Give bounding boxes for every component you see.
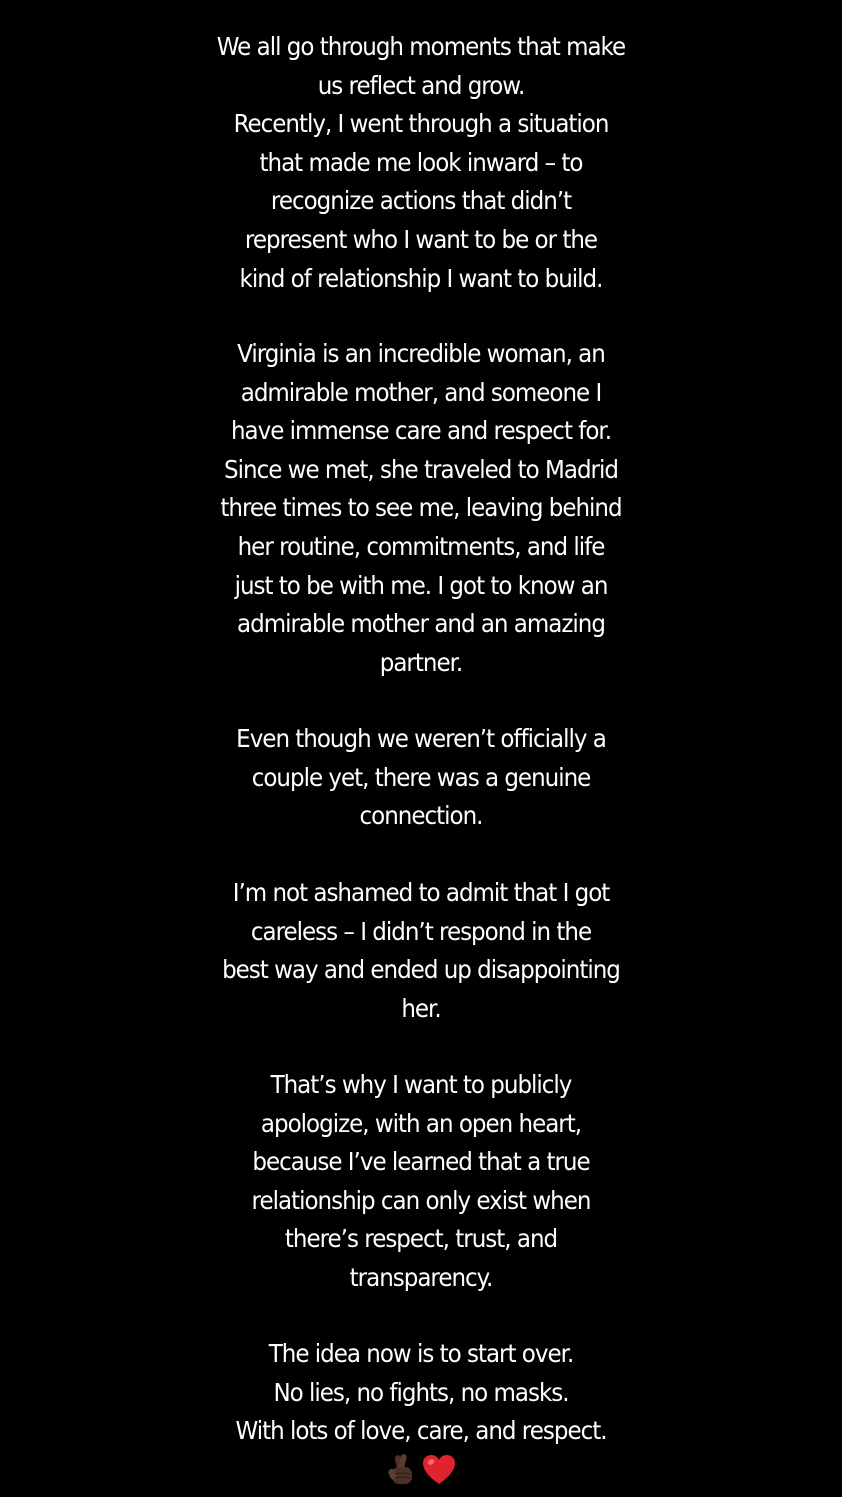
text-line: us reflect and grow. (317, 70, 525, 100)
paragraph-apology (34, 1066, 809, 1298)
text-line: have immense care and respect for. (230, 416, 612, 446)
text-line: relationship can only exist when (251, 1185, 591, 1215)
text-line: With lots of love, care, and respect. (235, 1416, 607, 1446)
paragraph-virginia (34, 335, 809, 682)
text-line: three times to see me, leaving behind (220, 493, 622, 523)
text-line: No lies, no fights, no masks. (273, 1377, 569, 1407)
text-line: That’s why I want to publicly (270, 1070, 572, 1099)
text-line: The idea now is to start over. (268, 1339, 574, 1368)
text-line: recognize actions that didn’t (270, 186, 572, 216)
text-line: connection. (359, 801, 483, 831)
text-line: Even though we weren’t officially a (236, 724, 606, 753)
text-line: just to be with me. I got to know an (234, 570, 608, 600)
text-line: Since we met, she traveled to Madrid (224, 454, 618, 484)
text-line: there’s respect, trust, and (284, 1224, 558, 1254)
text-line: because I’ve learned that a true (252, 1147, 590, 1177)
crossed-fingers-icon (386, 1452, 418, 1493)
text-line: her. (401, 993, 441, 1023)
text-line: Virginia is an incredible woman, an (237, 339, 605, 368)
paragraph-connection (34, 720, 809, 836)
text-line: kind of relationship I want to build. (239, 263, 603, 293)
text-line: admirable mother, and someone I (240, 377, 602, 407)
text-line: best way and ended up disappointing (222, 955, 620, 985)
text-line: her routine, commitments, and life (237, 531, 605, 561)
text-line: apologize, with an open heart, (260, 1108, 582, 1138)
text-line: couple yet, there was a genuine (251, 762, 591, 792)
text-line: that made me look inward – to (259, 147, 583, 177)
text-line: careless – I didn’t respond in the (250, 916, 592, 946)
paragraph-reflection (34, 28, 809, 298)
paragraph-start-over (34, 1335, 809, 1451)
text-line: represent who I want to be or the (244, 224, 598, 254)
text-line: We all go through moments that make (216, 32, 626, 61)
red-heart-icon (422, 1454, 456, 1491)
paragraph-admission (34, 874, 809, 1028)
emoji-row (0, 1452, 842, 1488)
text-line: transparency. (349, 1262, 493, 1292)
text-line: partner. (379, 647, 463, 677)
text-line: admirable mother and an amazing (237, 609, 605, 639)
text-line: I’m not ashamed to admit that I got (232, 878, 610, 907)
text-line: Recently, I went through a situation (233, 109, 609, 139)
